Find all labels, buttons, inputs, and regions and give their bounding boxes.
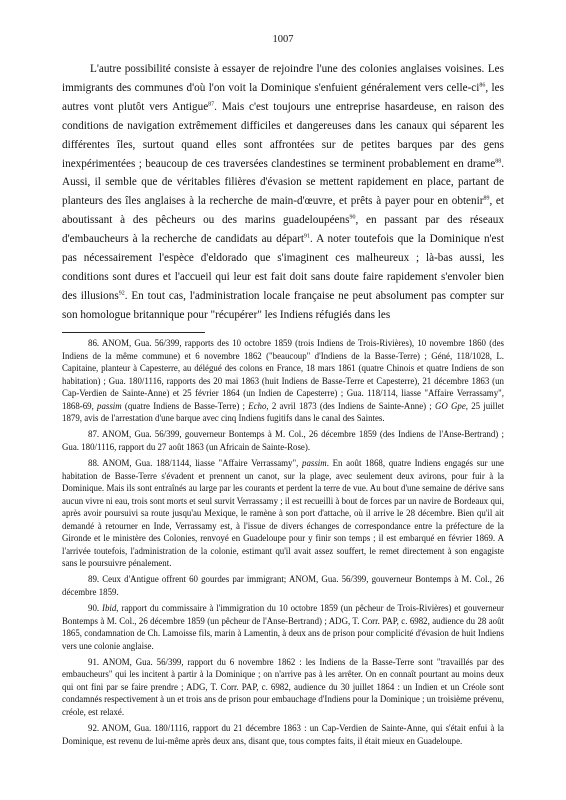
footnote-text: 90. bbox=[88, 603, 102, 614]
footnote-89: 89. Ceux d'Antigue offrent 60 gourdes par immigrant; ANOM, Gua. 56/399, gouverneur Bontemps à M. Col., 26 décembre 1859. bbox=[62, 574, 504, 597]
main-text-part: , et aboutissant à des pêcheurs ou des marins guadeloupéens bbox=[62, 195, 504, 227]
footnotes bbox=[62, 337, 504, 751]
footnote-italic: Echo bbox=[248, 400, 267, 411]
footnote-text: 86. ANOM, Gua. 56/399, rapports des 10 octobre 1859 (trois Indiens de Trois-Rivières), 10 novembre 1860 (des Indiens de la même commune) et 6 novembre 1862 ("beaucoup" d'Indiens de la Basse-Terre) ; Géné, 118/1028, L. Capitaine, planteur à Capesterre, au délégué des colons en France, 18 mars 1861 (quatre Chinois et quatre Indiens de son habitation) ; Gua. 180/1116, rapports des 20 mai 1863 (huit Indiens de Basse-Terre et Capesterre), 21 décembre 1863 (un Cap-Verdien de Sainte-Anne) et 25 février 1864 (un Indien de Capesterre) ; Gua. 118/114, liasse "Affaire Verrassamy", 1868-69, bbox=[62, 338, 504, 411]
main-text-part: . Mais c'est toujours une entreprise hasardeuse, en raison des conditions de navigation extrêmement difficiles et dangereuses dans les canaux qui séparent les différentes îles, surtout quand elles sont affrontées sur de petites barques par des gens inexpérimentées ; beaucoup de ces traversées clandestines se terminent probablement en drame bbox=[62, 100, 504, 170]
footnote-italic: passim bbox=[302, 458, 327, 469]
footnote-italic: passim bbox=[97, 400, 122, 411]
footnote-ref-91[interactable]: 91 bbox=[304, 233, 311, 240]
footnote-italic: Ibid bbox=[101, 603, 117, 614]
main-text-part: L'autre possibilité consiste à essayer de rejoindre l'une des colonies anglaises voisines. Les immigrants des communes d'où l'on voit la Dominique s'enfuient généralement vers celle-ci bbox=[62, 63, 504, 94]
footnote-separator bbox=[62, 332, 205, 333]
footnote-ref-86[interactable]: 86 bbox=[479, 82, 486, 89]
footnote-91: 91. ANOM, Gua. 56/399, rapport du 6 novembre 1862 : les Indiens de la Basse-Terre sont "travaillés par des embaucheurs" qui les incitent à partir à la Dominique ; on n'arrive pas à les arrêter. On en connaît pourtant au moins deux qui ont fini par se faire prendre ; ADG, T. Corr. PAP, c. 6982, audience du 30 juillet 1864 : un Indien et un Créole sont condamnés respectivement à un et trois ans de prison pour embauchage d'Indiens pour la Dominique ; un troisième prévenu, créole, est relaxé. bbox=[62, 656, 504, 717]
footnote-87: 87. ANOM, Gua. 56/399, gouverneur Bontemps à M. Col., 26 décembre 1859 (des Indiens de l'Anse-Bertrand) ; Gua. 180/1116, rapport du 27 août 1863 (un Africain de Sainte-Rose). bbox=[62, 429, 504, 452]
footnote-90 bbox=[62, 602, 504, 652]
main-text-part: , en passant par des réseaux d'embaucheurs à la recherche de candidats au départ bbox=[62, 214, 504, 246]
footnote-88 bbox=[62, 457, 504, 570]
main-text-part: , les autres vont plutôt vers Antigue bbox=[62, 81, 504, 113]
main-text-part: . Aussi, il semble que de véritables filières d'évasion se mettent rapidement en place, partant de planteurs des îles anglaises à la recherche de main-d'œuvre, et prêts à payer pour en obtenir bbox=[62, 157, 504, 208]
footnote-text: , 25 juillet 1879, avis de l'arrestation d'une barque avec cinq Indiens fugitifs dans le canal des Saintes. bbox=[62, 400, 504, 423]
footnote-ref-90[interactable]: 90 bbox=[349, 214, 356, 221]
main-text-part: . En tout cas, l'administration locale française ne peut absolument pas compter sur son homologue britannique pour "récupérer" les Indiens réfugiés dans les bbox=[62, 289, 504, 321]
footnote-text: 88. ANOM, Gua. 188/1144, liasse "Affaire Verrassamy", bbox=[88, 458, 303, 469]
footnote-92: 92. ANOM, Gua. 180/1116, rapport du 21 décembre 1863 : un Cap-Verdien de Sainte-Anne, qui s'était enfui à la Dominique, est revenu de lui-même après deux ans, disant que, tous comptes faits, il était mieux en Guadeloupe. bbox=[62, 723, 504, 746]
footnote-ref-89[interactable]: 89 bbox=[483, 195, 490, 202]
footnote-ref-92[interactable]: 92 bbox=[118, 290, 125, 297]
footnote-86 bbox=[62, 337, 504, 425]
main-paragraph bbox=[62, 60, 504, 325]
footnote-italic: GO Gpe bbox=[434, 400, 466, 411]
footnote-text: (quatre Indiens de Basse-Terre) ; bbox=[121, 400, 249, 411]
footnote-ref-87[interactable]: 87 bbox=[208, 101, 215, 108]
main-text-part: . A noter toutefois que la Dominique n'est pas nécessairement l'espèce d'eldorado que s'imaginent ces malheureux ; là-bas aussi, les conditions sont dures et l'accueil qui leur est fait doit sans doute faire rapidement s'envoler bien des illusions bbox=[62, 233, 504, 302]
footnote-text: . En août 1868, quatre Indiens engagés sur une habitation de Basse-Terre s'évadent et prennent un canot, sur la plage, avec seulement deux avirons, pour fuir à la Dominique. Mais ils sont entraînés au large par les courants et perdent la terre de vue. Au bout d'une semaine de dérive sans aucun vivre ni eau, trois sont morts et seul survit Verrassamy ; il est recueilli à bout de forces par un navire de Bordeaux qui, après avoir poursuivi sa route jusqu'au Mexique, le ramène à son port d'attache, où il arrive le 28 décembre. Bien qu'il ait demandé à retourner en Inde, Verrassamy est, à l'issue de divers échanges de correspondance entre la préfecture de la Gironde et le ministère des Colonies, renvoyé en Guadeloupe pour y finir son temps ; il est embarqué en février 1869. A l'arrivée toutefois, l'administration de la colonie, estimant qu'il avait assez souffert, le remet directement à son engagiste sans le poursuivre pénalement. bbox=[62, 458, 505, 569]
footnote-ref-88[interactable]: 88 bbox=[495, 157, 502, 164]
footnote-text: , 2 avril 1873 (des Indiens de Sainte-Anne) ; bbox=[266, 400, 435, 411]
footnote-text: , rapport du commissaire à l'immigration du 10 octobre 1859 (un pêcheur de Trois-Rivières) et gouverneur Bontemps à M. Col., 26 décembre 1859 (un pêcheur de l'Anse-Bertrand) ; ADG, T. Corr. PAP, c. 6982, audience du 28 août 1865, condamnation de Ch. Lamoisse fils, marin à Lamentin, à deux ans de prison pour complicité d'évasion de huit Indiens vers une colonie anglaise. bbox=[62, 603, 504, 651]
page-number: 1007 bbox=[272, 34, 294, 45]
